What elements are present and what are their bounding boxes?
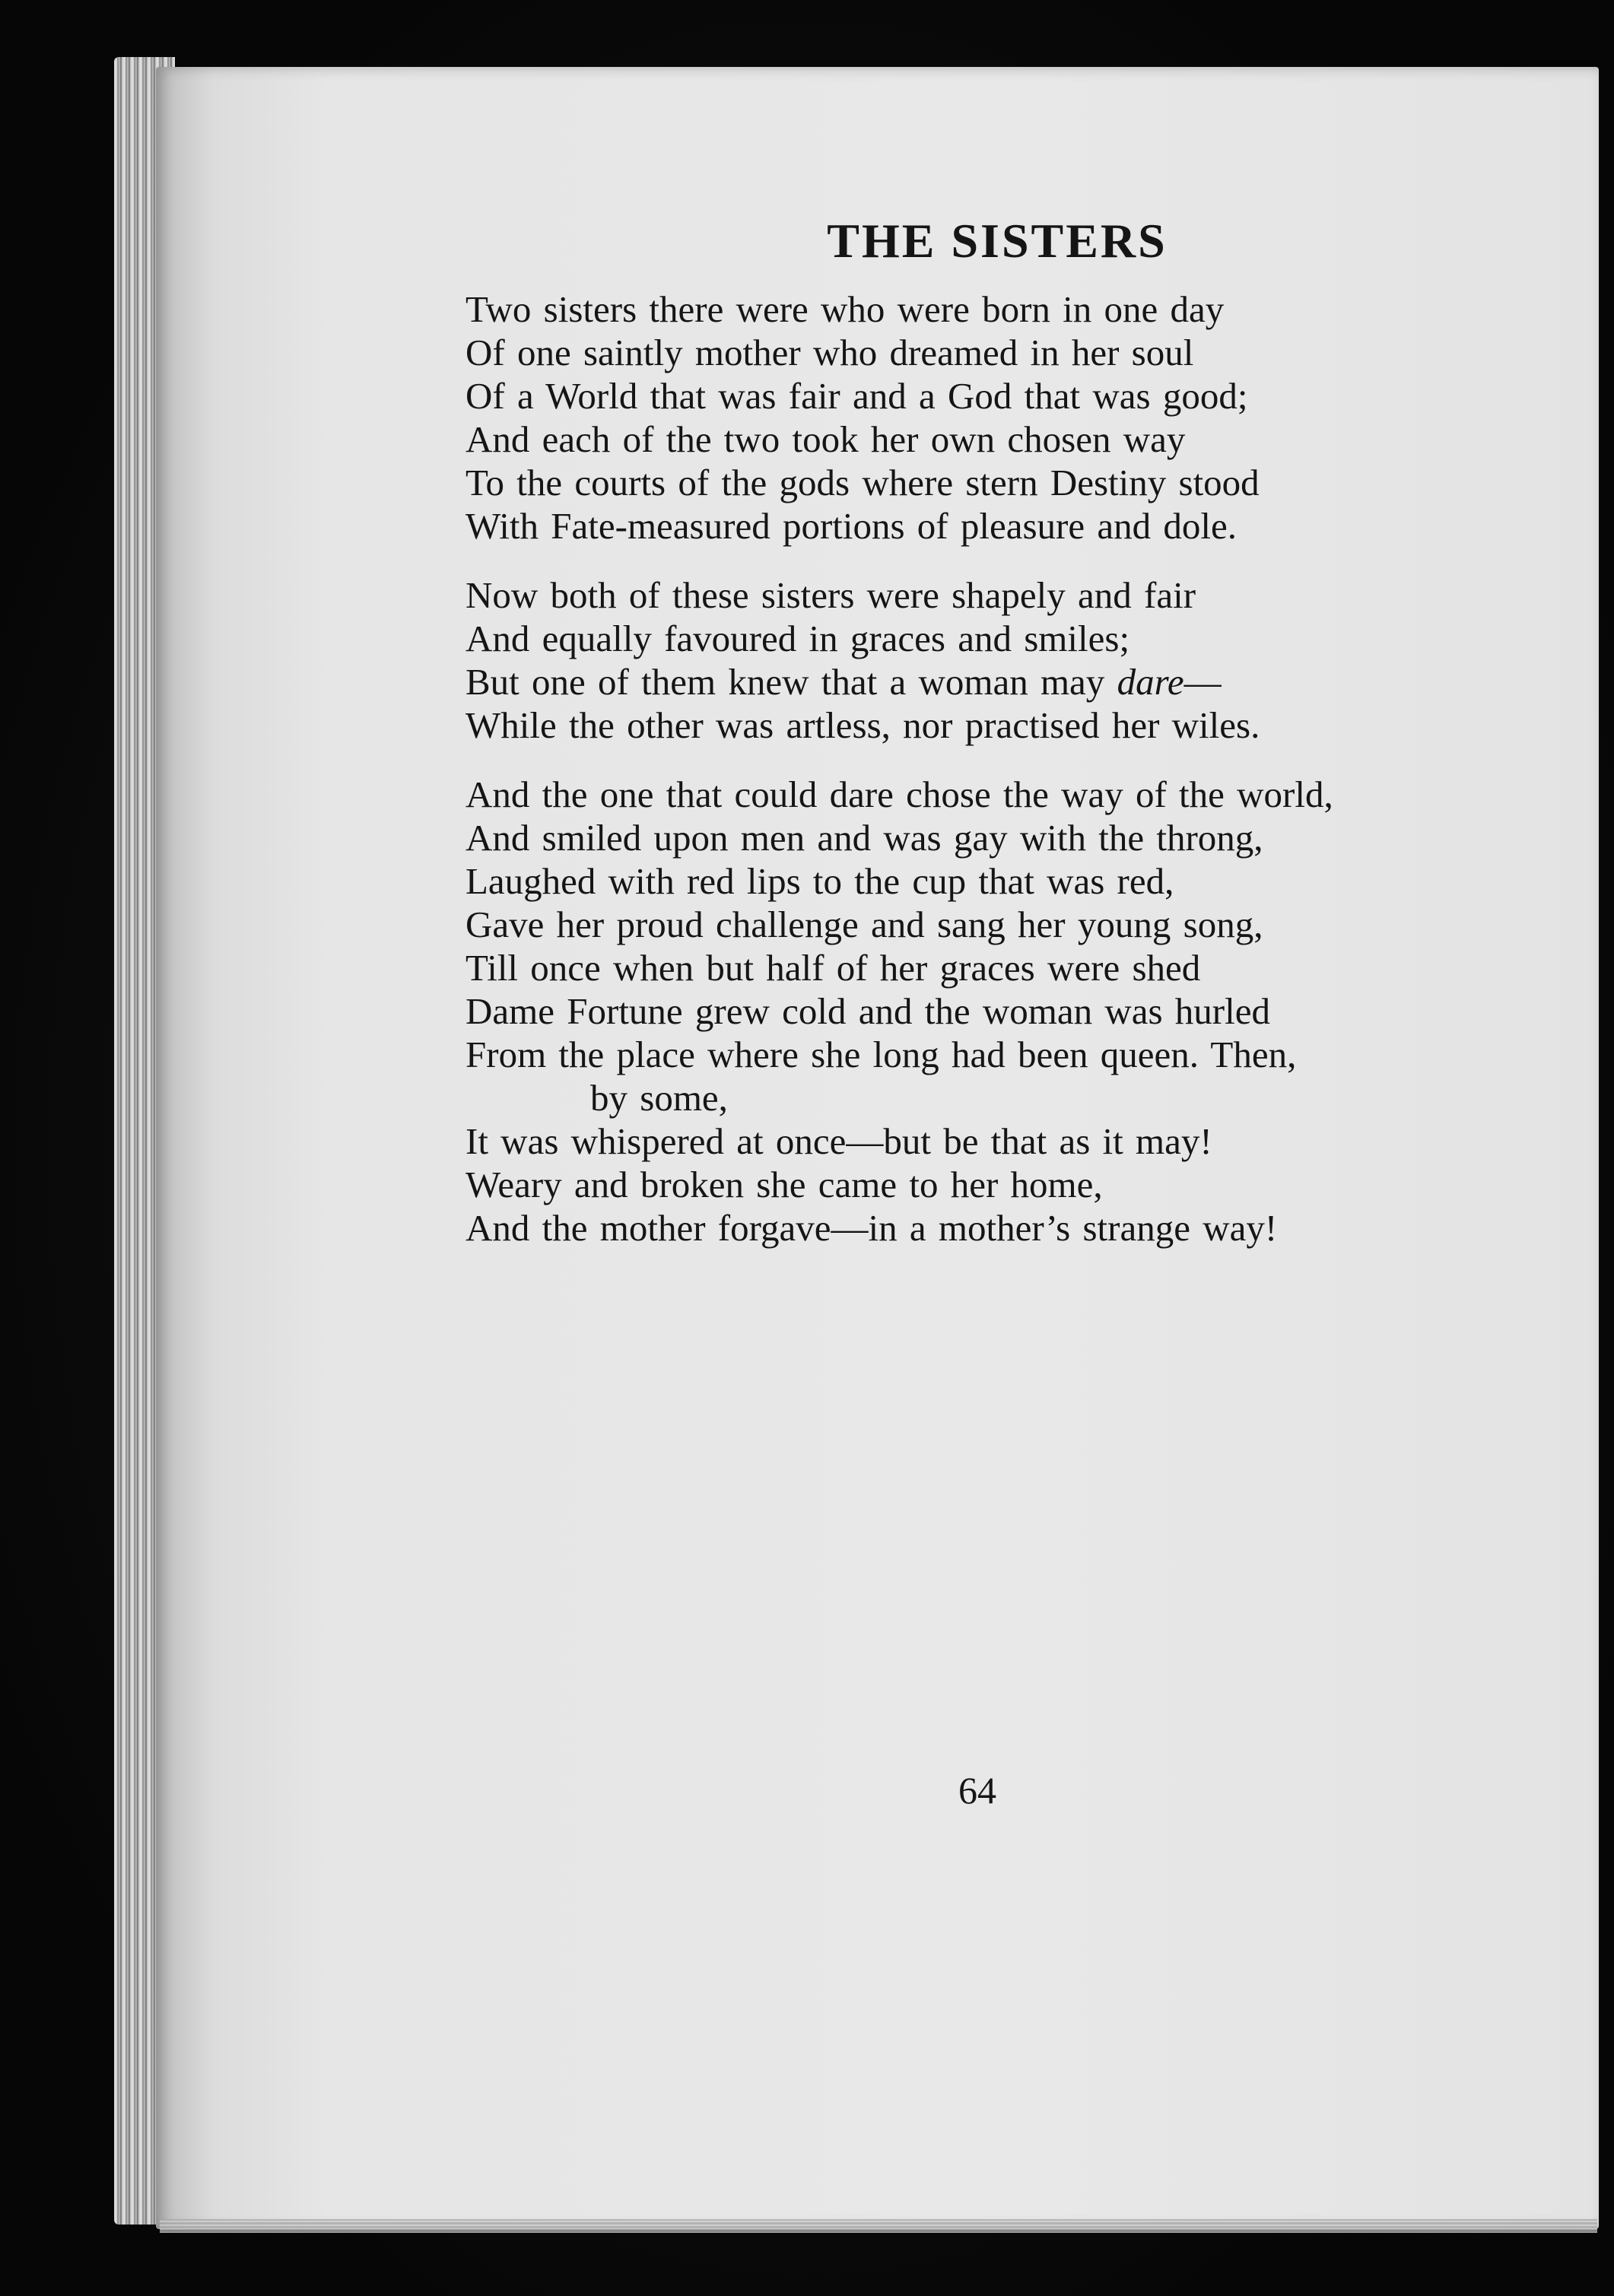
poem-line: Till once when but half of her graces were shed (465, 947, 1201, 989)
poem-line: From the place where she long had been queen. Then, (465, 1034, 1297, 1075)
poem-body (465, 287, 1530, 1275)
stanza-3 (465, 773, 1530, 1250)
poem-line: Of a World that was fair and a God that was good; (465, 375, 1248, 417)
italic-word: dare (1117, 661, 1184, 703)
poem-line: Laughed with red lips to the cup that was red, (465, 860, 1174, 902)
poem-line: And smiled upon men and was gay with the throng, (465, 817, 1263, 859)
poem-line-text: But one of them knew that a woman may (465, 661, 1117, 703)
book-bottom-edge (160, 2219, 1597, 2233)
page-number: 64 (958, 1769, 996, 1812)
poem-line: Two sisters there were who were born in one day (465, 288, 1225, 330)
poem-line: And the mother forgave—in a mother’s strange way! (465, 1207, 1278, 1249)
poem-line (465, 660, 1530, 703)
poem-line: While the other was artless, nor practised her wiles. (465, 704, 1260, 746)
em-dash: — (1183, 661, 1222, 703)
poem-line: Weary and broken she came to her home, (465, 1164, 1103, 1205)
poem-line: To the courts of the gods where stern Destiny stood (465, 462, 1260, 503)
stanza-1 (465, 287, 1530, 548)
stanza-2 (465, 573, 1530, 747)
poem-line: Now both of these sisters were shapely and fair (465, 574, 1196, 616)
poem-line: With Fate-measured portions of pleasure and dole. (465, 505, 1237, 547)
poem-line: Dame Fortune grew cold and the woman was hurled (465, 990, 1270, 1032)
poem-line: Gave her proud challenge and sang her young song, (465, 903, 1263, 945)
poem-line: And each of the two took her own chosen way (465, 418, 1186, 460)
poem-line: And equally favoured in graces and smiles; (465, 618, 1130, 659)
poem-line: And the one that could dare chose the way of the world, (465, 773, 1333, 815)
poem-line-continuation: by some, (590, 1077, 728, 1119)
poem-line: It was whispered at once—but be that as it may! (465, 1120, 1212, 1162)
poem-title: THE SISTERS (827, 214, 1168, 268)
poem-line: Of one saintly mother who dreamed in her soul (465, 332, 1194, 373)
